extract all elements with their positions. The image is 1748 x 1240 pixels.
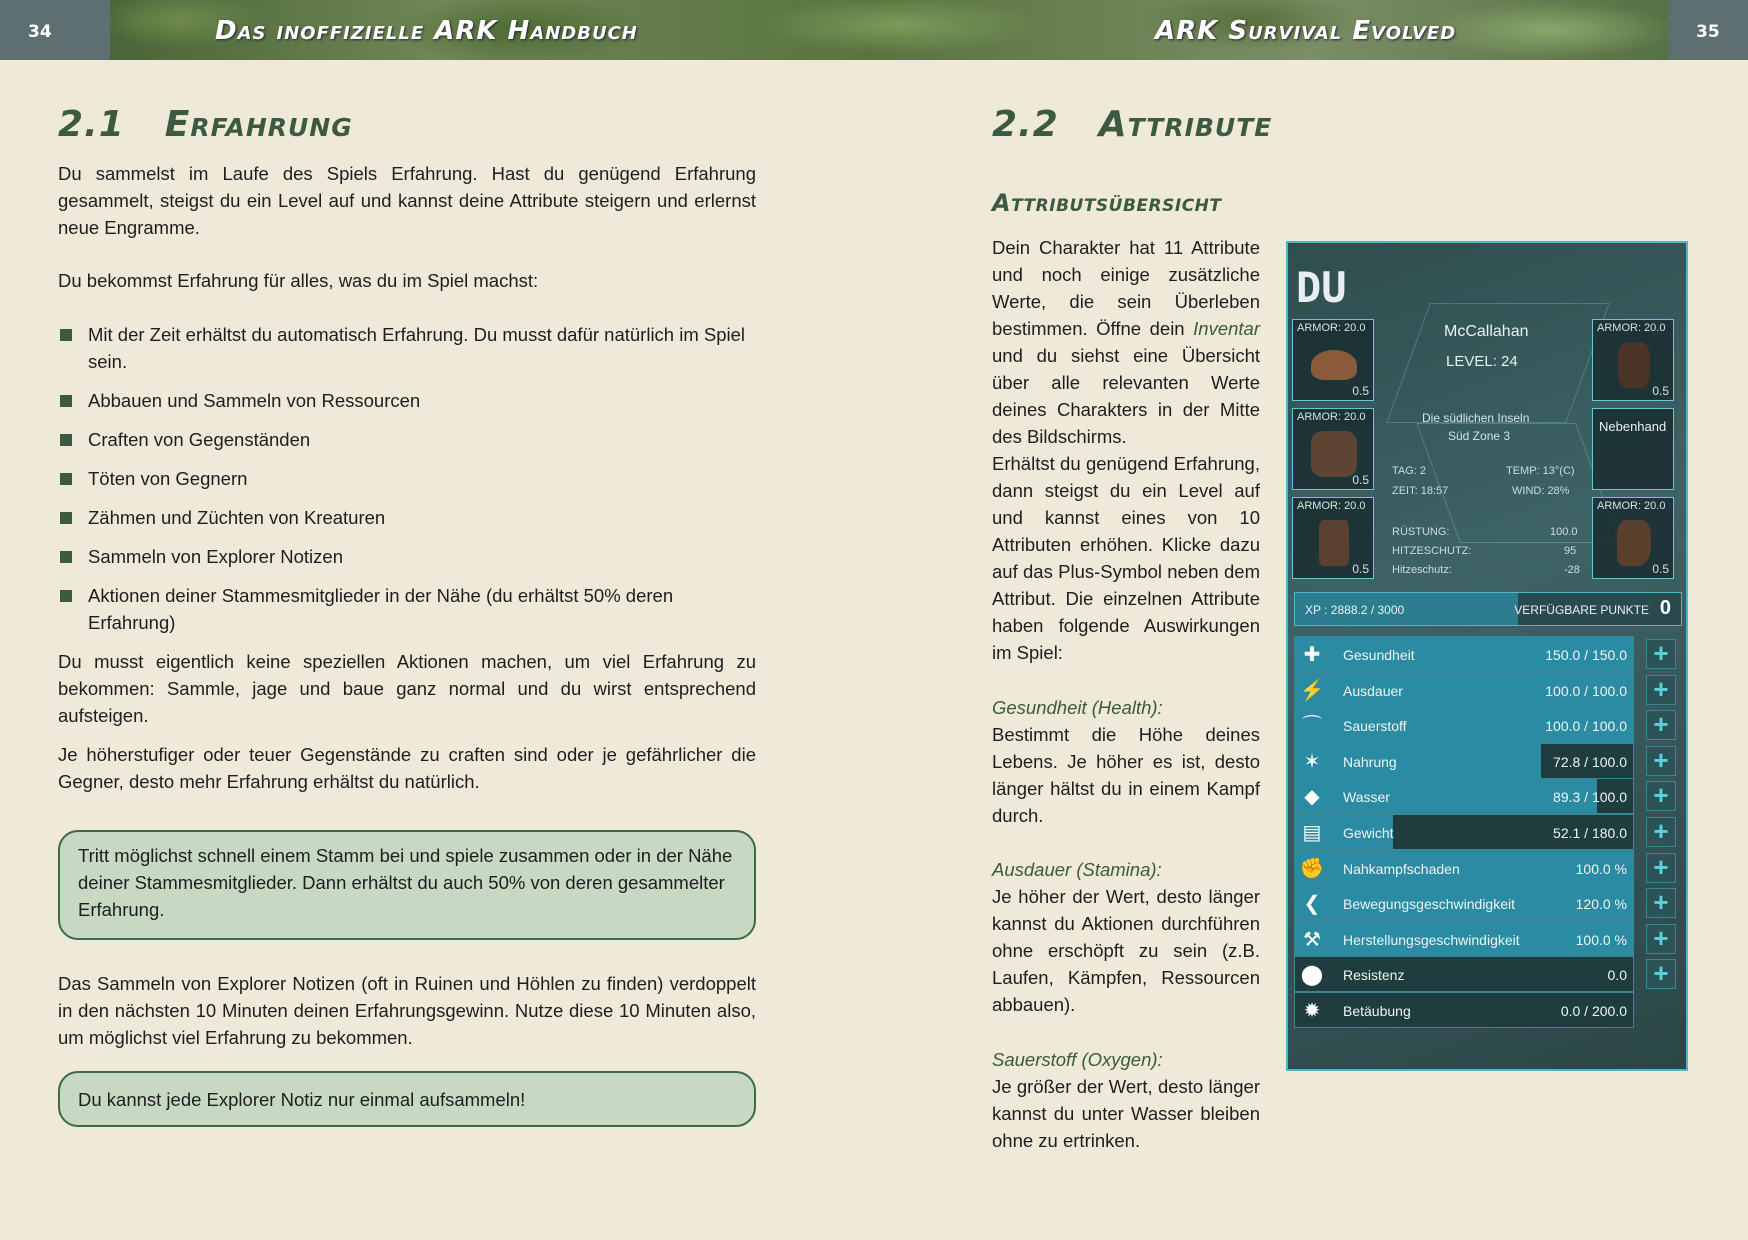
- crafting-icon: ⚒: [1303, 928, 1321, 951]
- level-up-plus-button[interactable]: +: [1646, 675, 1676, 705]
- stat-name: Wasser: [1343, 789, 1390, 806]
- level-up-plus-button[interactable]: +: [1646, 817, 1676, 847]
- stat-row: [1294, 778, 1634, 814]
- heat-protection-value: 95: [1564, 545, 1577, 557]
- bullet-square-icon: [60, 434, 72, 446]
- lead-paragraph: Du bekommst Erfahrung für alles, was du im Spiel machst:: [58, 270, 539, 291]
- stat-name: Sauerstoff: [1343, 718, 1407, 735]
- stat-value: 100.0 %: [1575, 860, 1627, 877]
- temperature-readout: TEMP: 13°(C): [1506, 465, 1575, 477]
- stat-row: [1294, 707, 1634, 743]
- level-up-plus-button[interactable]: +: [1646, 746, 1676, 776]
- stat-value: 150.0 / 150.0: [1545, 647, 1627, 663]
- resistance-icon: ⬤: [1300, 964, 1324, 987]
- armor-slot-helmet[interactable]: ARMOR: 20.0 0.5: [1292, 319, 1374, 401]
- list-item: Zähmen und Züchten von Kreaturen: [58, 504, 756, 531]
- intro-paragraph: Du sammelst im Laufe des Spiels Erfahrung. Hast du genügend Erfahrung gesammelt, steigst du ein Level auf und kannst deine Attribute steigern und erlernst neue Engramme.: [58, 163, 756, 238]
- stat-row: [1294, 636, 1634, 672]
- available-points-value: 0: [1659, 597, 1671, 619]
- stat-row: [1294, 672, 1634, 708]
- stat-name: Ausdauer: [1343, 682, 1403, 699]
- bullet-square-icon: [60, 551, 72, 563]
- attribute-levelup-paragraph: Erhältst du genügend Erfahrung, dann steigst du ein Level auf und kannst eines von 10 Attributen erhöhen. Klicke dazu auf das Plus-Symbol neben dem Attribut. Die einzelnen Attribute haben folgende Auswirkungen im Spiel:: [992, 453, 1260, 663]
- stat-value: 100.0 / 100.0: [1545, 682, 1627, 699]
- bullet-square-icon: [60, 512, 72, 524]
- character-level: LEVEL: 24: [1446, 353, 1518, 370]
- list-item: Mit der Zeit erhältst du automatisch Erfahrung. Du musst dafür natürlich im Spiel sein.: [58, 321, 756, 375]
- leggings-icon: [1319, 520, 1349, 566]
- stat-value: 52.1 / 180.0: [1553, 825, 1627, 841]
- oxygen-tank-icon: ⌒: [1302, 715, 1322, 738]
- section-heading-erfahrung: [58, 104, 353, 145]
- inventory-character-panel: [1286, 241, 1688, 1071]
- stat-name: Gewicht: [1343, 825, 1394, 841]
- header-banner: [0, 0, 1748, 60]
- stat-name: Nahrung: [1343, 753, 1397, 770]
- stat-value: 89.3 / 100.0: [1553, 789, 1627, 806]
- stat-value: 100.0 %: [1575, 931, 1627, 948]
- time-readout: ZEIT: 18:57: [1392, 485, 1449, 497]
- stat-row: [1294, 743, 1634, 779]
- water-drop-icon: ◆: [1304, 786, 1320, 809]
- level-up-plus-button[interactable]: +: [1646, 639, 1676, 669]
- boot-icon: ❮: [1303, 893, 1321, 916]
- level-up-plus-button[interactable]: +: [1646, 959, 1676, 989]
- paragraph-explorer-notes: Das Sammeln von Explorer Notizen (oft in Ruinen und Höhlen zu finden) verdoppelt in den nächsten 10 Minuten deinen Erfahrungsgewinn. Nutze diese 10 Minuten also, um möglichst viel Erfahrung zu bekommen.: [58, 973, 756, 1048]
- stun-icon: ✹: [1303, 1000, 1321, 1022]
- stat-bar-fill: [1295, 744, 1541, 778]
- offhand-slot[interactable]: Nebenhand: [1592, 408, 1674, 490]
- du-label: DU: [1296, 263, 1347, 312]
- stat-value: 0.0: [1607, 967, 1627, 984]
- weight-icon: ▤: [1302, 822, 1322, 844]
- paragraph-special-actions: Du musst eigentlich keine speziellen Aktionen machen, um viel Erfahrung zu bekommen: Sammle, jage und baue ganz normal und du wirst entsprechend aufsteigen.: [58, 651, 756, 726]
- list-item: Sammeln von Explorer Notizen: [58, 543, 756, 570]
- stat-row: [1294, 885, 1634, 921]
- stat-row: [1294, 850, 1634, 886]
- attribute-text-health: Bestimmt die Höhe deines Lebens. Je höher es ist, desto länger hältst du in einem Kampf durch.: [992, 724, 1260, 826]
- day-readout: TAG: 2: [1392, 465, 1427, 477]
- level-up-plus-button[interactable]: +: [1646, 781, 1676, 811]
- stat-value: 0.0 / 200.0: [1560, 1003, 1627, 1019]
- stat-row: [1294, 814, 1634, 850]
- stat-name: Resistenz: [1343, 967, 1405, 984]
- section-heading-attribute: [992, 104, 1272, 145]
- attribute-title-oxygen: Sauerstoff (Oxygen):: [992, 1049, 1163, 1070]
- attribute-intro-paragraph: Dein Charakter hat 11 Attribute und noch einige zusätzliche Werte, die sein Überleben bestimmen. Öffne dein Inventar und du siehst eine Übersicht über alle relevanten Werte deines Charakters in der Mitte des Bildschirms.: [992, 237, 1260, 447]
- inventar-link: Inventar: [1193, 318, 1260, 339]
- section-number: 2.1: [58, 104, 125, 145]
- section-title: Erfahrung: [164, 104, 353, 145]
- xp-bar: [1294, 592, 1682, 626]
- stat-name: Gesundheit: [1343, 647, 1415, 663]
- left-page-number: 34: [28, 22, 52, 42]
- drumstick-icon: ✶: [1303, 750, 1321, 773]
- tip-box-tribe: Tritt möglichst schnell einem Stamm bei und spiele zusammen oder in der Nähe deiner Stammesmitglieder. Dann erhältst du auch 50% von deren gesammelter Erfahrung.: [58, 830, 756, 940]
- list-item: Aktionen deiner Stammesmitglieder in der Nähe (du erhältst 50% deren Erfahrung): [58, 582, 756, 636]
- right-running-title: ARK Survival Evolved: [1155, 16, 1457, 46]
- stat-value: 100.0 / 100.0: [1545, 718, 1627, 735]
- attribute-title-health: Gesundheit (Health):: [992, 697, 1163, 718]
- attribute-title-stamina: Ausdauer (Stamina):: [992, 859, 1162, 880]
- available-points-label: VERFÜGBARE PUNKTE: [1514, 603, 1649, 617]
- list-item: Abbauen und Sammeln von Ressourcen: [58, 387, 756, 414]
- tip-box-explorer-note: Du kannst jede Explorer Notiz nur einmal aufsammeln!: [58, 1071, 756, 1127]
- stat-name: Betäubung: [1343, 1003, 1411, 1019]
- stat-name: Herstellungsgeschwindigkeit: [1343, 931, 1520, 948]
- armor-slot-chest[interactable]: ARMOR: 20.0 0.5: [1292, 408, 1374, 490]
- gloves-icon: [1618, 342, 1650, 388]
- section-title: Attribute: [1098, 104, 1273, 145]
- stat-name: Nahkampfschaden: [1343, 860, 1460, 877]
- list-item: Töten von Gegnern: [58, 465, 756, 492]
- plus-icon: ✚: [1303, 644, 1321, 666]
- bullet-square-icon: [60, 590, 72, 602]
- stat-name: Bewegungsgeschwindigkeit: [1343, 896, 1515, 913]
- stat-row: [1294, 956, 1634, 992]
- armor-total-label: RÜSTUNG:: [1392, 526, 1450, 538]
- armor-slot-boots[interactable]: ARMOR: 20.0 0.5: [1592, 497, 1674, 579]
- stat-value: 120.0 %: [1575, 896, 1627, 913]
- attribute-text-oxygen: Je größer der Wert, desto länger kannst du unter Wasser bleiben ohne zu ertrinken.: [992, 1076, 1260, 1151]
- heat-protection-label: HITZESCHUTZ:: [1392, 545, 1472, 557]
- left-running-title: Das inoffizielle ARK Handbuch: [215, 16, 638, 46]
- cold-protection-label: Hitzeschutz:: [1392, 564, 1452, 576]
- armor-total-value: 100.0: [1550, 526, 1578, 538]
- bullet-square-icon: [60, 473, 72, 485]
- armor-slot-gloves[interactable]: ARMOR: 20.0 0.5: [1592, 319, 1674, 401]
- list-item: Craften von Gegenständen: [58, 426, 756, 453]
- xp-text: XP : 2888.2 / 3000: [1305, 603, 1405, 617]
- lightning-icon: ⚡: [1299, 679, 1325, 702]
- chestpiece-icon: [1311, 431, 1357, 477]
- section-number: 2.2: [992, 104, 1059, 145]
- left-page-tab: [0, 0, 110, 60]
- bullet-square-icon: [60, 329, 72, 341]
- attribute-text-stamina: Je höher der Wert, desto länger kannst du Aktionen durchführen ohne erschöpft zu sein (z.B. Laufen, Kämpfen, Ressourcen abbauen).: [992, 886, 1260, 1015]
- location-line-2: Süd Zone 3: [1448, 429, 1511, 443]
- stat-row: [1294, 992, 1634, 1028]
- subheading-attributsuebersicht: Attributsübersicht: [992, 189, 1222, 217]
- fist-icon: ✊: [1299, 857, 1325, 880]
- stat-value: 72.8 / 100.0: [1553, 753, 1627, 770]
- level-up-plus-button[interactable]: +: [1646, 888, 1676, 918]
- boots-icon: [1617, 520, 1651, 566]
- level-up-plus-button[interactable]: +: [1646, 710, 1676, 740]
- bullet-square-icon: [60, 395, 72, 407]
- right-page-number: 35: [1696, 22, 1720, 42]
- level-up-plus-button[interactable]: +: [1646, 924, 1676, 954]
- wind-readout: WIND: 28%: [1512, 485, 1570, 497]
- experience-list: [58, 321, 756, 648]
- stat-bar-fill: [1295, 779, 1597, 813]
- stat-row: [1294, 921, 1634, 957]
- level-up-plus-button[interactable]: +: [1646, 853, 1676, 883]
- paragraph-higher-level: Je höherstufiger oder teuer Gegenstände zu craften sind oder je gefährlicher die Gegner, desto mehr Erfahrung erhältst du natürlich.: [58, 744, 756, 792]
- character-name: McCallahan: [1444, 323, 1529, 340]
- location-line-1: Die südlichen Inseln: [1422, 411, 1530, 425]
- hat-icon: [1311, 350, 1357, 380]
- cold-protection-value: -28: [1564, 564, 1580, 576]
- armor-slot-legs[interactable]: ARMOR: 20.0 0.5: [1292, 497, 1374, 579]
